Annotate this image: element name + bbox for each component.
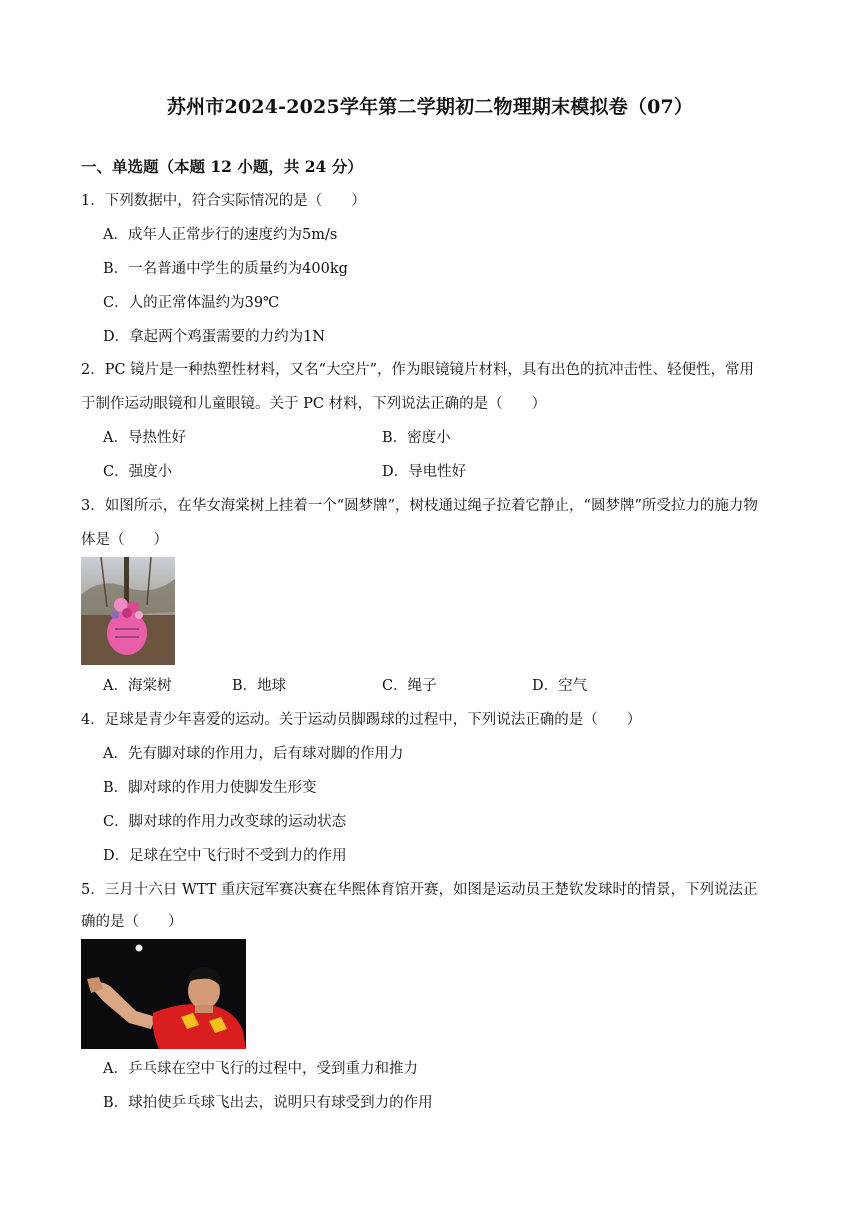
question-1-option-c[interactable]: C．人的正常体温约为39℃ — [103, 295, 280, 311]
question-3-option-c[interactable]: C．绳子 — [382, 678, 437, 694]
question-5-option-a[interactable]: A．乒乓球在空中飞行的过程中，受到重力和推力 — [103, 1061, 418, 1077]
question-4-option-b[interactable]: B．脚对球的作用力使脚发生形变 — [103, 780, 317, 796]
question-5-stem-line-1: 5．三月十六日 WTT 重庆冠军赛决赛在华熙体育馆开赛，如图是运动员王楚钦发球时的情景，下列说法正 — [81, 882, 758, 898]
question-2-option-c[interactable]: C．强度小 — [103, 464, 173, 480]
question-4-option-a[interactable]: A．先有脚对球的作用力，后有球对脚的作用力 — [103, 746, 404, 762]
dream-tag-tree-photo — [81, 557, 175, 665]
question-3-option-a[interactable]: A．海棠树 — [103, 678, 172, 694]
question-2-option-b[interactable]: B．密度小 — [382, 430, 451, 446]
question-1-option-d[interactable]: D．拿起两个鸡蛋需要的力约为1N — [103, 329, 326, 345]
question-3-stem-line-2: 体是（ ） — [81, 532, 168, 548]
table-tennis-serve-photo — [81, 939, 246, 1049]
question-2-stem-line-2: 于制作运动眼镜和儿童眼镜。关于 PC 材料，下列说法正确的是（ ） — [81, 396, 547, 412]
question-4-stem: 4．足球是青少年喜爱的运动。关于运动员脚踢球的过程中，下列说法正确的是（ ） — [81, 712, 642, 728]
question-1-option-a[interactable]: A．成年人正常步行的速度约为5m/s — [103, 227, 338, 243]
question-4-option-d[interactable]: D．足球在空中飞行时不受到力的作用 — [103, 848, 347, 864]
question-3-stem-line-1: 3．如图所示，在华女海棠树上挂着一个“圆梦牌”，树枝通过绳子拉着它静止，“圆梦牌”所受拉力的施力物 — [81, 498, 758, 514]
section-heading: 一、单选题（本题 12 小题，共 24 分） — [81, 157, 363, 176]
question-4-option-c[interactable]: C．脚对球的作用力改变球的运动状态 — [103, 814, 347, 830]
question-2-stem-line-1: 2．PC 镜片是一种热塑性材料，又名“大空片”，作为眼镜镜片材料，具有出色的抗冲击性、轻便性，常用 — [81, 362, 755, 378]
question-2-option-d[interactable]: D．导电性好 — [382, 464, 467, 480]
question-5-option-b[interactable]: B．球拍使乒乓球飞出去，说明只有球受到力的作用 — [103, 1095, 433, 1111]
page-title: 苏州市2024-2025学年第二学期初二物理期末模拟卷（07） — [166, 96, 694, 118]
question-5-stem-line-2: 确的是（ ） — [81, 914, 183, 930]
question-2-option-a[interactable]: A．导热性好 — [103, 430, 186, 446]
question-3-option-d[interactable]: D．空气 — [532, 678, 588, 694]
question-1-stem: 1．下列数据中，符合实际情况的是（ ） — [81, 193, 366, 209]
question-1-option-b[interactable]: B．一名普通中学生的质量约为400kg — [103, 261, 348, 277]
question-3-option-b[interactable]: B．地球 — [232, 678, 287, 694]
